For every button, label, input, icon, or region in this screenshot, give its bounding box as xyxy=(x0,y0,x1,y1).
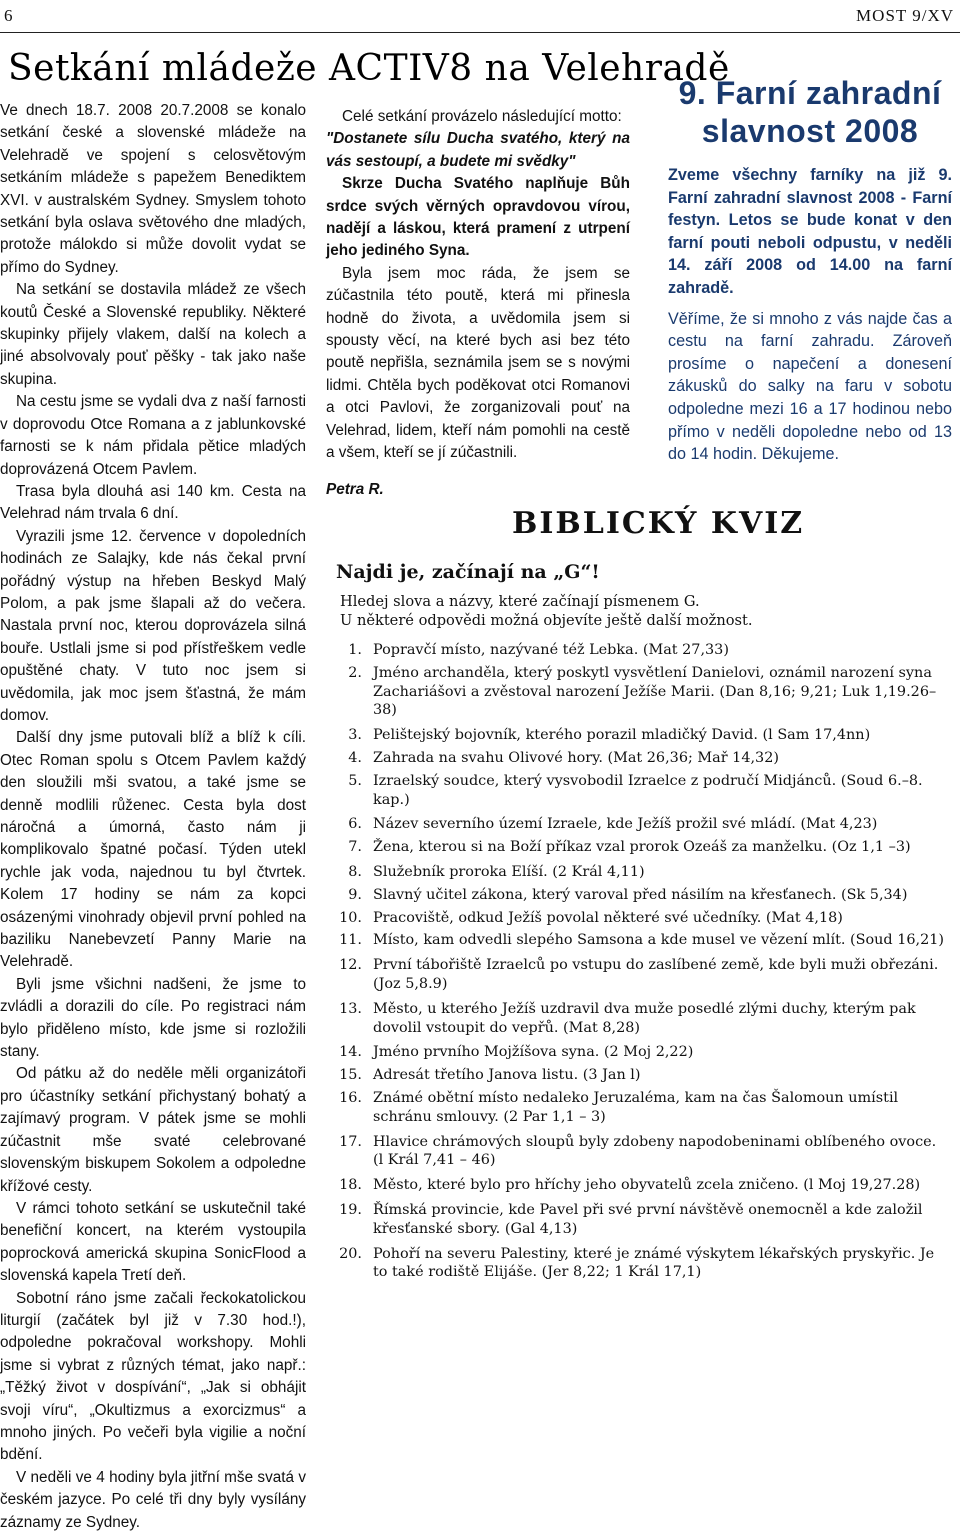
quiz-title: BIBLICKÝ KVIZ xyxy=(512,506,805,541)
quiz-item-number: 18. xyxy=(339,1177,362,1194)
article-paragraph: Byli jsme všichni nadšeni, že jsme to zvládli a dorazili do cíle. Po registraci nám bylo přiděleno místo, kde jsme si rozložili stany. xyxy=(0,975,306,1061)
quiz-item-text: Pelištejský bojovník, kterého porazil mladičký David. (l Sam 17,4nn) xyxy=(373,727,871,744)
quiz-item xyxy=(336,956,948,994)
quiz-item xyxy=(336,909,948,928)
quiz-item xyxy=(336,1066,948,1085)
quiz-item-text: Jméno archanděla, který poskytl vysvětlení Danielovi, oznámil narození syna Zachariášovi a zvěstoval narození Ježíše Marii. (Dan 8,16; 9,21; Luk 1,19.26–38) xyxy=(373,664,937,719)
quiz-item-text: Hlavice chrámových sloupů byly zdobeny napodobeninami oblíbeného ovoce. (l Král 7,41 – 46) xyxy=(373,1133,937,1169)
article-paragraph: Ve dnech 18.7. 2008 20.7.2008 se konalo setkání české a slovenské mládeže na Velehradě ve spojení s celosvětovým setkáním mládeže s papežem Benediktem XVI. v australském Sydney. Smyslem tohoto setkání byla oslava světového dne mladých, protože málokdo si může dovolit vydat se přímo do Sydney. xyxy=(0,102,306,276)
quiz-item xyxy=(336,1245,948,1283)
quiz-item-number: 19. xyxy=(339,1201,362,1218)
quiz-item xyxy=(336,1133,948,1171)
article-paragraph: Vyrazili jsme 12. července v dopoledních hodinách ze Salajky, kde nás čekal první pořádný výstup na hřeben Beskyd Malý Polom, a pak jsme šlapali až do večera. Nastala první noc, kterou doprovázela silná bouře. Ustlali jsme si pod přístřeškem vedle opuštěné chaty. V tuto noc jsem si uvědomila, jak moc jsem šťastná, že mám domov. xyxy=(0,527,306,724)
quiz-item xyxy=(336,931,948,950)
quiz-item-number: 14. xyxy=(339,1044,362,1061)
quiz-item-number: 6. xyxy=(348,816,362,833)
article-paragraph: V rámci tohoto setkání se uskutečnil také benefiční koncert, na kterém vystoupila poprocková americká skupina SonicFlood a slovenská kapela Tretí deň. xyxy=(0,1199,306,1285)
quiz-item xyxy=(336,1000,948,1038)
quiz-item-text: Slavný učitel zákona, který varoval před násilím na křesťanech. (Sk 5,34) xyxy=(373,886,908,903)
article-paragraph: V neděli ve 4 hodiny byla jitřní mše svatá v českém jazyce. Po celé tři dny byly vysílány záznamy ze Sydney. xyxy=(0,1468,306,1531)
quiz-item-number: 9. xyxy=(348,886,362,903)
motto: "Dostanete sílu Ducha svatého, který na vás sestoupí, a budete mi svědky" xyxy=(326,130,630,170)
quiz-item-number: 16. xyxy=(339,1089,362,1106)
quiz-item xyxy=(336,1201,948,1239)
quiz-intro xyxy=(340,592,940,630)
quiz-item-text: Jméno prvního Mojžíšova syna. (2 Moj 2,22) xyxy=(373,1044,694,1061)
quiz-item xyxy=(336,772,948,810)
quiz-item xyxy=(336,664,948,720)
magazine-issue: MOST 9/XV xyxy=(856,6,954,25)
quiz-item-text: Žena, kterou si na Boží příkaz vzal prorok Ozeáš za manželku. (Oz 1,1 –3) xyxy=(373,839,911,856)
quiz-item xyxy=(336,863,948,882)
article-paragraph: Sobotní ráno jsme začali řeckokatolickou liturgií (začátek byl již v 7.30 hod.!), odpoledne pokračoval workshopy. Mohli jsme si vybrat z různých témat, jako např.: „Těžký život v dospívání“, „Jak si obhájit svoji víru“, „Okultizmus a exorcizmus“ a mnoho jiných. Po večeři byla vigilie a noční bdění. xyxy=(0,1289,306,1464)
article-paragraph: Další dny jsme putovali blíž a blíž k cíli. Otec Roman spolu s Otcem Pavlem každý den sloužili mši svatou, a také jsme se denně modlili růženec. Cesta byla dost náročná a úmorná, často nám ji komplikovalo špatné počasí. Týden utekl rychle jak voda, najednou tu byl čtvrtek. Kolem 17 hodiny se nám za kopci osázenými vinohrady objevil první pohled na baziliku Nanebevzetí Panny Marie na Velehradě. xyxy=(0,729,306,971)
header-divider xyxy=(0,32,960,33)
quiz-item-text: Pracoviště, odkud Ježíš povolal některé své učedníky. (Mat 4,18) xyxy=(373,909,843,926)
quiz-item-text: Zahrada na svahu Olivové hory. (Mat 26,36; Mař 14,32) xyxy=(373,749,779,766)
page-number: 6 xyxy=(4,6,13,25)
article-paragraph: Na setkání se dostavila mládež ze všech koutů České a Slovenské republiky. Některé skupinky přijely vlakem, další na kolech a jiné absolvovaly pouť pěšky - tak jako naše skupina. xyxy=(0,281,306,388)
quiz-item xyxy=(336,1089,948,1127)
quiz-item xyxy=(336,749,948,768)
quiz-item-text: Město, u kterého Ježíš uzdravil dva muže posedlé zlými duchy, kterým pak dovolil vstoupit do vepřů. (Mat 8,28) xyxy=(373,1000,916,1036)
quiz-item xyxy=(336,726,948,745)
quiz-item-text: První tábořiště Izraelců po vstupu do zaslíbené země, kde byli muži obřezáni. (Joz 5,8.9) xyxy=(373,957,939,992)
article-paragraph: Na cestu jsme se vydali dva z naší farnosti v doprovodu Otce Romana a z jablunkovské farnosti se k nám přidala pětice mladých doprovázená Otcem Pavlem. xyxy=(0,393,306,478)
quiz-item-text: Název severního území Izraele, kde Ježíš prožil své mládí. (Mat 4,23) xyxy=(373,816,878,833)
quiz-item-number: 10. xyxy=(339,909,362,926)
quiz-item-number: 1. xyxy=(348,642,362,658)
quiz-item-text: Pohoří na severu Palestiny, které je známé výskytem lékařských pryskyřic. Je to také rodiště Elijáše. (Jer 8,22; 1 Král 17,1) xyxy=(373,1245,935,1281)
quiz-item-number: 3. xyxy=(348,727,362,744)
quiz-item-text: Služebník proroka Elíší. (2 Král 4,11) xyxy=(373,863,645,880)
quiz-item xyxy=(336,641,948,660)
article-column-left xyxy=(0,100,306,1534)
quiz-subtitle: Najdi je, začínají na „G“! xyxy=(336,561,600,583)
quiz-item-text: Římská provincie, kde Pavel při své první návštěvě onemocněl a kde založil křesťanské sbory. (Gal 4,13) xyxy=(373,1201,923,1237)
article-paragraph: Od pátku až do neděle měli organizátoři pro účastníky setkání přichystaný bohatý a zajímavý program. V pátek jsme se mohli zúčastnit mše svaté celebrované slovenským biskupem Sokolem a odpoledne křížové cesty. xyxy=(0,1065,306,1195)
quiz-item xyxy=(336,886,948,905)
quiz-item-text: Známé obětní místo nedaleko Jeruzaléma, kam na čas Šalomoun umístil schránu smlouvy. (2 Par 1,1 – 3) xyxy=(373,1089,899,1125)
quiz-item xyxy=(336,815,948,834)
prayer: Skrze Ducha Svatého naplňuje Bůh srdce svých věrných opravdovou vírou, nadějí a láskou, která pramení z utrpení jeho jediného Syna. xyxy=(326,175,630,260)
quiz-item xyxy=(336,1176,948,1195)
quiz-item-number: 2. xyxy=(348,664,362,681)
quiz-item-text: Město, které bylo pro hříchy jeho obyvatelů zcela zničeno. (l Moj 19,27.28) xyxy=(373,1177,921,1194)
article-title: Setkání mládeže ACTIV8 na Velehradě xyxy=(8,48,730,89)
quiz-item xyxy=(336,1043,948,1062)
article-closing: Byla jsem moc ráda, že jsem se zúčastnila této poutě, která mi přinesla hodně do života, a uvědomila jsem si spousty věcí, na které bych asi bez této poutě nepřišla, seznámila jsem se s novými lidmi. Chtěla bych poděkovat otci Romanovi a otci Pavlovi, že zorganizovali pouť na Velehrad, lidem, kteří nám pomohli na cestě a všem, kteří se jí zúčastnili. xyxy=(326,264,630,462)
quiz-item-text: Izraelský soudce, který vysvobodil Izraelce z područí Midjánců. (Soud 6.–8. kap.) xyxy=(373,772,923,808)
quiz-item-text: Místo, kam odvedli slepého Samsona a kde musel ve vězení mlít. (Soud 16,21) xyxy=(373,932,945,949)
quiz-item-number: 20. xyxy=(339,1245,362,1262)
quiz-item-number: 8. xyxy=(348,863,362,880)
parish-notice-title: 9. Farní zahradní slavnost 2008 xyxy=(678,75,942,149)
quiz-item xyxy=(336,838,948,857)
motto-intro: Celé setkání provázelo následující motto: xyxy=(342,108,622,125)
page-header xyxy=(0,0,960,30)
quiz-item-number: 13. xyxy=(339,1000,362,1017)
article-column-middle xyxy=(326,106,630,501)
parish-notice-text: Věříme, že si mnoho z vás najde čas a cestu na farní zahradu. Zároveň prosíme o napečení a donesení zákusků do salky na faru v sobotu odpoledne mezi 16 a 17 hodinou nebo přímo v neděli dopoledne nebo od 13 do 14 hodin. Děkujeme. xyxy=(668,309,952,464)
parish-notice xyxy=(668,74,952,466)
article-signature: Petra R. xyxy=(326,480,384,498)
quiz-item-number: 17. xyxy=(339,1133,362,1150)
quiz-item-number: 11. xyxy=(339,932,362,949)
article-paragraph: Trasa byla dlouhá asi 140 km. Cesta na Velehrad nám trvala 6 dní. xyxy=(0,482,306,523)
quiz-item-number: 12. xyxy=(339,957,362,974)
quiz-list xyxy=(336,641,948,1282)
quiz-item-text: Popravčí místo, nazývané též Lebka. (Mat 27,33) xyxy=(373,642,729,658)
quiz-item-number: 4. xyxy=(348,749,362,766)
quiz-item-number: 15. xyxy=(339,1067,362,1084)
quiz-item-number: 7. xyxy=(348,839,362,856)
parish-notice-bold: Zveme všechny farníky na již 9. Farní zahradní slavnost 2008 - Farní festyn. Letos se bude konat v den farní pouti neboli odpustu, v neděli 14. září 2008 od 14.00 na farní zahradě. xyxy=(668,166,952,297)
quiz-item-number: 5. xyxy=(348,772,362,789)
quiz-intro-line: Hledej slova a názvy, které začínají písmenem G. xyxy=(340,593,700,610)
quiz-item-text: Adresát třetího Janova listu. (3 Jan l) xyxy=(373,1067,641,1084)
quiz-intro-line: U některé odpovědi možná objevíte ještě další možnost. xyxy=(340,612,753,629)
